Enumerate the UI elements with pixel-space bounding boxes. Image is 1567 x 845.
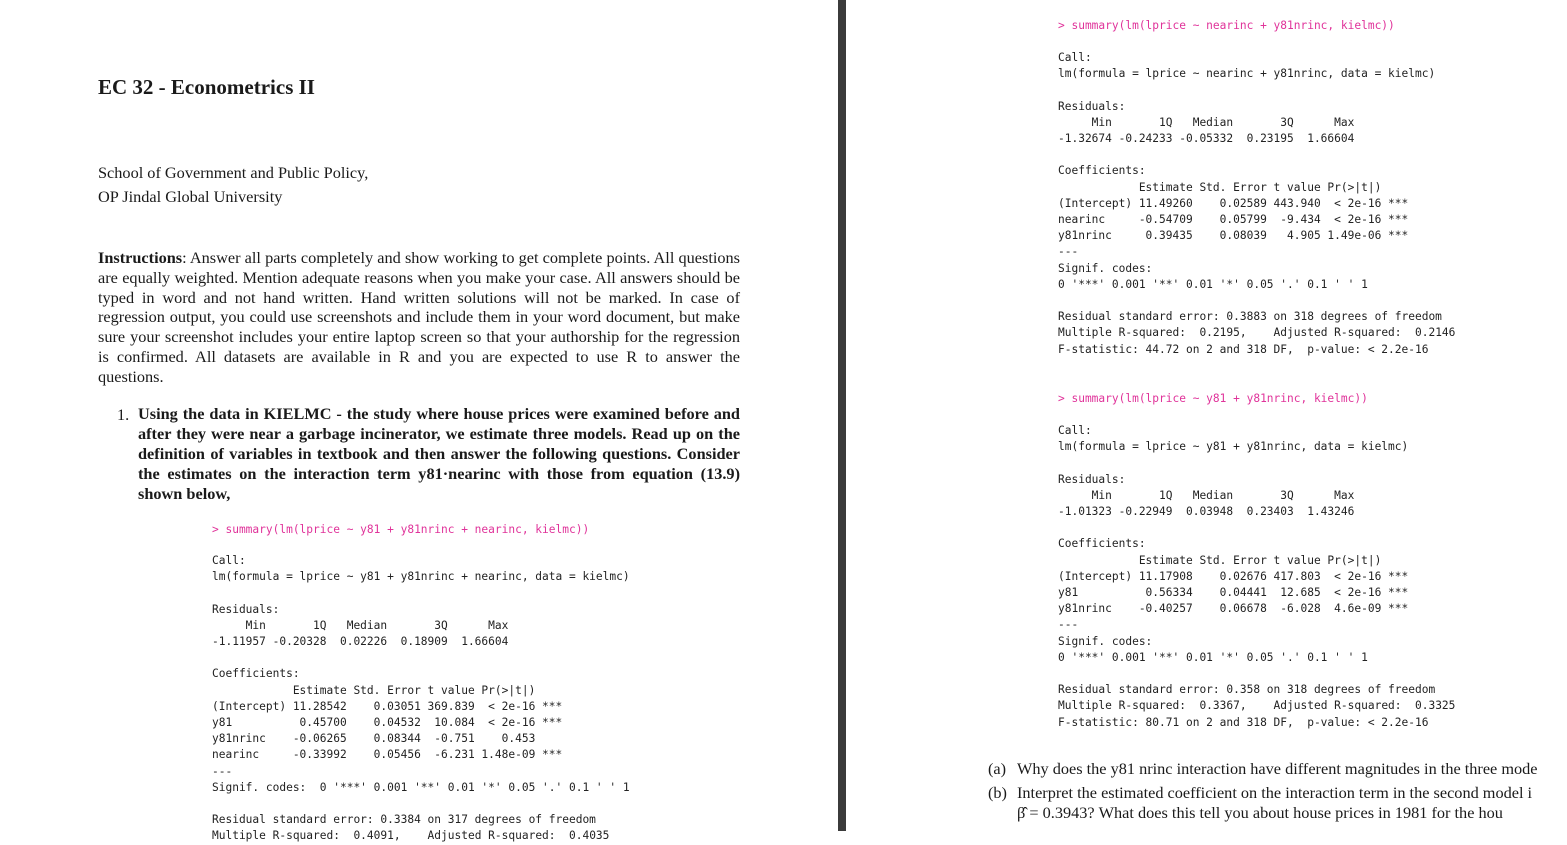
r-output-model-2: Call: lm(formula = lprice ~ y81 + y81nrinc, data = kielmc) Residuals: Min 1Q Median 3Q Max -1.01323 -0.22949 0.03948 0.23403 1.43246 Coefficients: Estimate Std. Error t value Pr(>|t|) (Intercept) 11.17908 0.02676 417.803 < 2e-16 *** y81 0.56334 0.04441 12.685 < 2e-16 *** y81nrinc -0.40257 0.06678 -6.028 4.6e-09 *** --- Signif. codes: 0 '***' 0.001 '**' 0.01 '*' 0.05 '.' 0.1 ' ' 1 Residual standard error: 0.358 on 318 degrees of freedom Multiple R-squared: 0.3367, Adjusted R-squared: 0.3325 F-statistic: 80.71 on 2 and 318 DF, p-value: < 2.2e-16: [1058, 424, 1456, 729]
r-output-model-1: Call: lm(formula = lprice ~ nearinc + y81nrinc, data = kielmc) Residuals: Min 1Q Median 3Q Max -1.32674 -0.24233 -0.05332 0.23195 1.66604 Coefficients: Estimate Std. Error t value Pr(>|t|) (Intercept) 11.49260 0.02589 443.940 < 2e-16 *** nearinc -0.54709 0.05799 -9.434 < 2e-16 *** y81nrinc 0.39435 0.08039 4.905 1.49e-06 *** --- Signif. codes: 0 '***' 0.001 '**' 0.01 '*' 0.05 '.' 0.1 ' ' 1 Residual standard error: 0.3883 on 318 degrees of freedom Multiple R-squared: 0.2195, Adjusted R-squared: 0.2146 F-statistic: 44.72 on 2 and 318 DF, p-value: < 2.2e-16: [1058, 51, 1456, 356]
r-output-model-3: Call: lm(formula = lprice ~ y81 + y81nrinc + nearinc, data = kielmc) Residuals: Min 1Q Median 3Q Max -1.11957 -0.20328 0.02226 0.18909 1.66604 Coefficients: Estimate Std. Error t value Pr(>|t|) (Intercept) 11.28542 0.03051 369.839 < 2e-16 *** y81 0.45700 0.04532 10.084 < 2e-16 *** y81nrinc -0.06265 0.08344 -0.751 0.453 nearinc -0.33992 0.05456 -6.231 1.48e-09 *** --- Signif. codes: 0 '***' 0.001 '**' 0.01 '*' 0.05 '.' 0.1 ' ' 1 Residual standard error: 0.3384 on 317 degrees of freedom Multiple R-squared: 0.4091, Adjusted R-squared: 0.4035: [212, 554, 630, 843]
school-line-2: OP Jindal Global University: [98, 187, 283, 206]
r-command-model-2: > summary(lm(lprice ~ y81 + y81nrinc, kielmc)): [1058, 392, 1368, 405]
part-b-text: Interpret the estimated coefficient on the interaction term in the second model i: [1017, 783, 1533, 802]
school-line-1: School of Government and Public Policy,: [98, 163, 369, 182]
question-text: Using the data in KIELMC - the study where house prices were examined before and after they were near a garbage incinerator, we estimate three models. Read up on the definition of variables in textbook and then answer the following questions. Consider the estimates on the interaction term y81·nearinc with those from equation (13.9) shown below,: [138, 404, 740, 503]
instructions-text: : Answer all parts completely and show working to get complete points. All questions are equally weighted. Mention adequate reasons when you make your case. All answers should be typed in word and not hand written. Hand written solutions will not be marked. In case of regression output, you could use screenshots and include them in your word document, but make sure your screenshot includes your entire laptop screen so that your authorship for the regression is confirmed. All datasets are available in R and you are expected to use R to answer the questions.: [98, 248, 740, 386]
document-page-right: [846, 0, 1567, 831]
part-a-label: (a): [988, 759, 1007, 778]
question-number: 1.: [117, 405, 130, 424]
part-b-text-line2: β̂ = 0.3943? What does this tell you about house prices in 1981 for the hou: [1017, 803, 1503, 822]
course-title: EC 32 - Econometrics II: [98, 75, 315, 99]
instructions-paragraph: [98, 248, 740, 387]
r-command-model-1: > summary(lm(lprice ~ nearinc + y81nrinc, kielmc)): [1058, 19, 1395, 32]
part-a-text: Why does the y81 nrinc interaction have different magnitudes in the three mode: [1017, 759, 1538, 778]
page-separator: [838, 0, 846, 831]
instructions-label: Instructions: [98, 248, 183, 267]
r-command-model-3: > summary(lm(lprice ~ y81 + y81nrinc + nearinc, kielmc)): [212, 523, 590, 536]
part-b-label: (b): [988, 783, 1007, 802]
